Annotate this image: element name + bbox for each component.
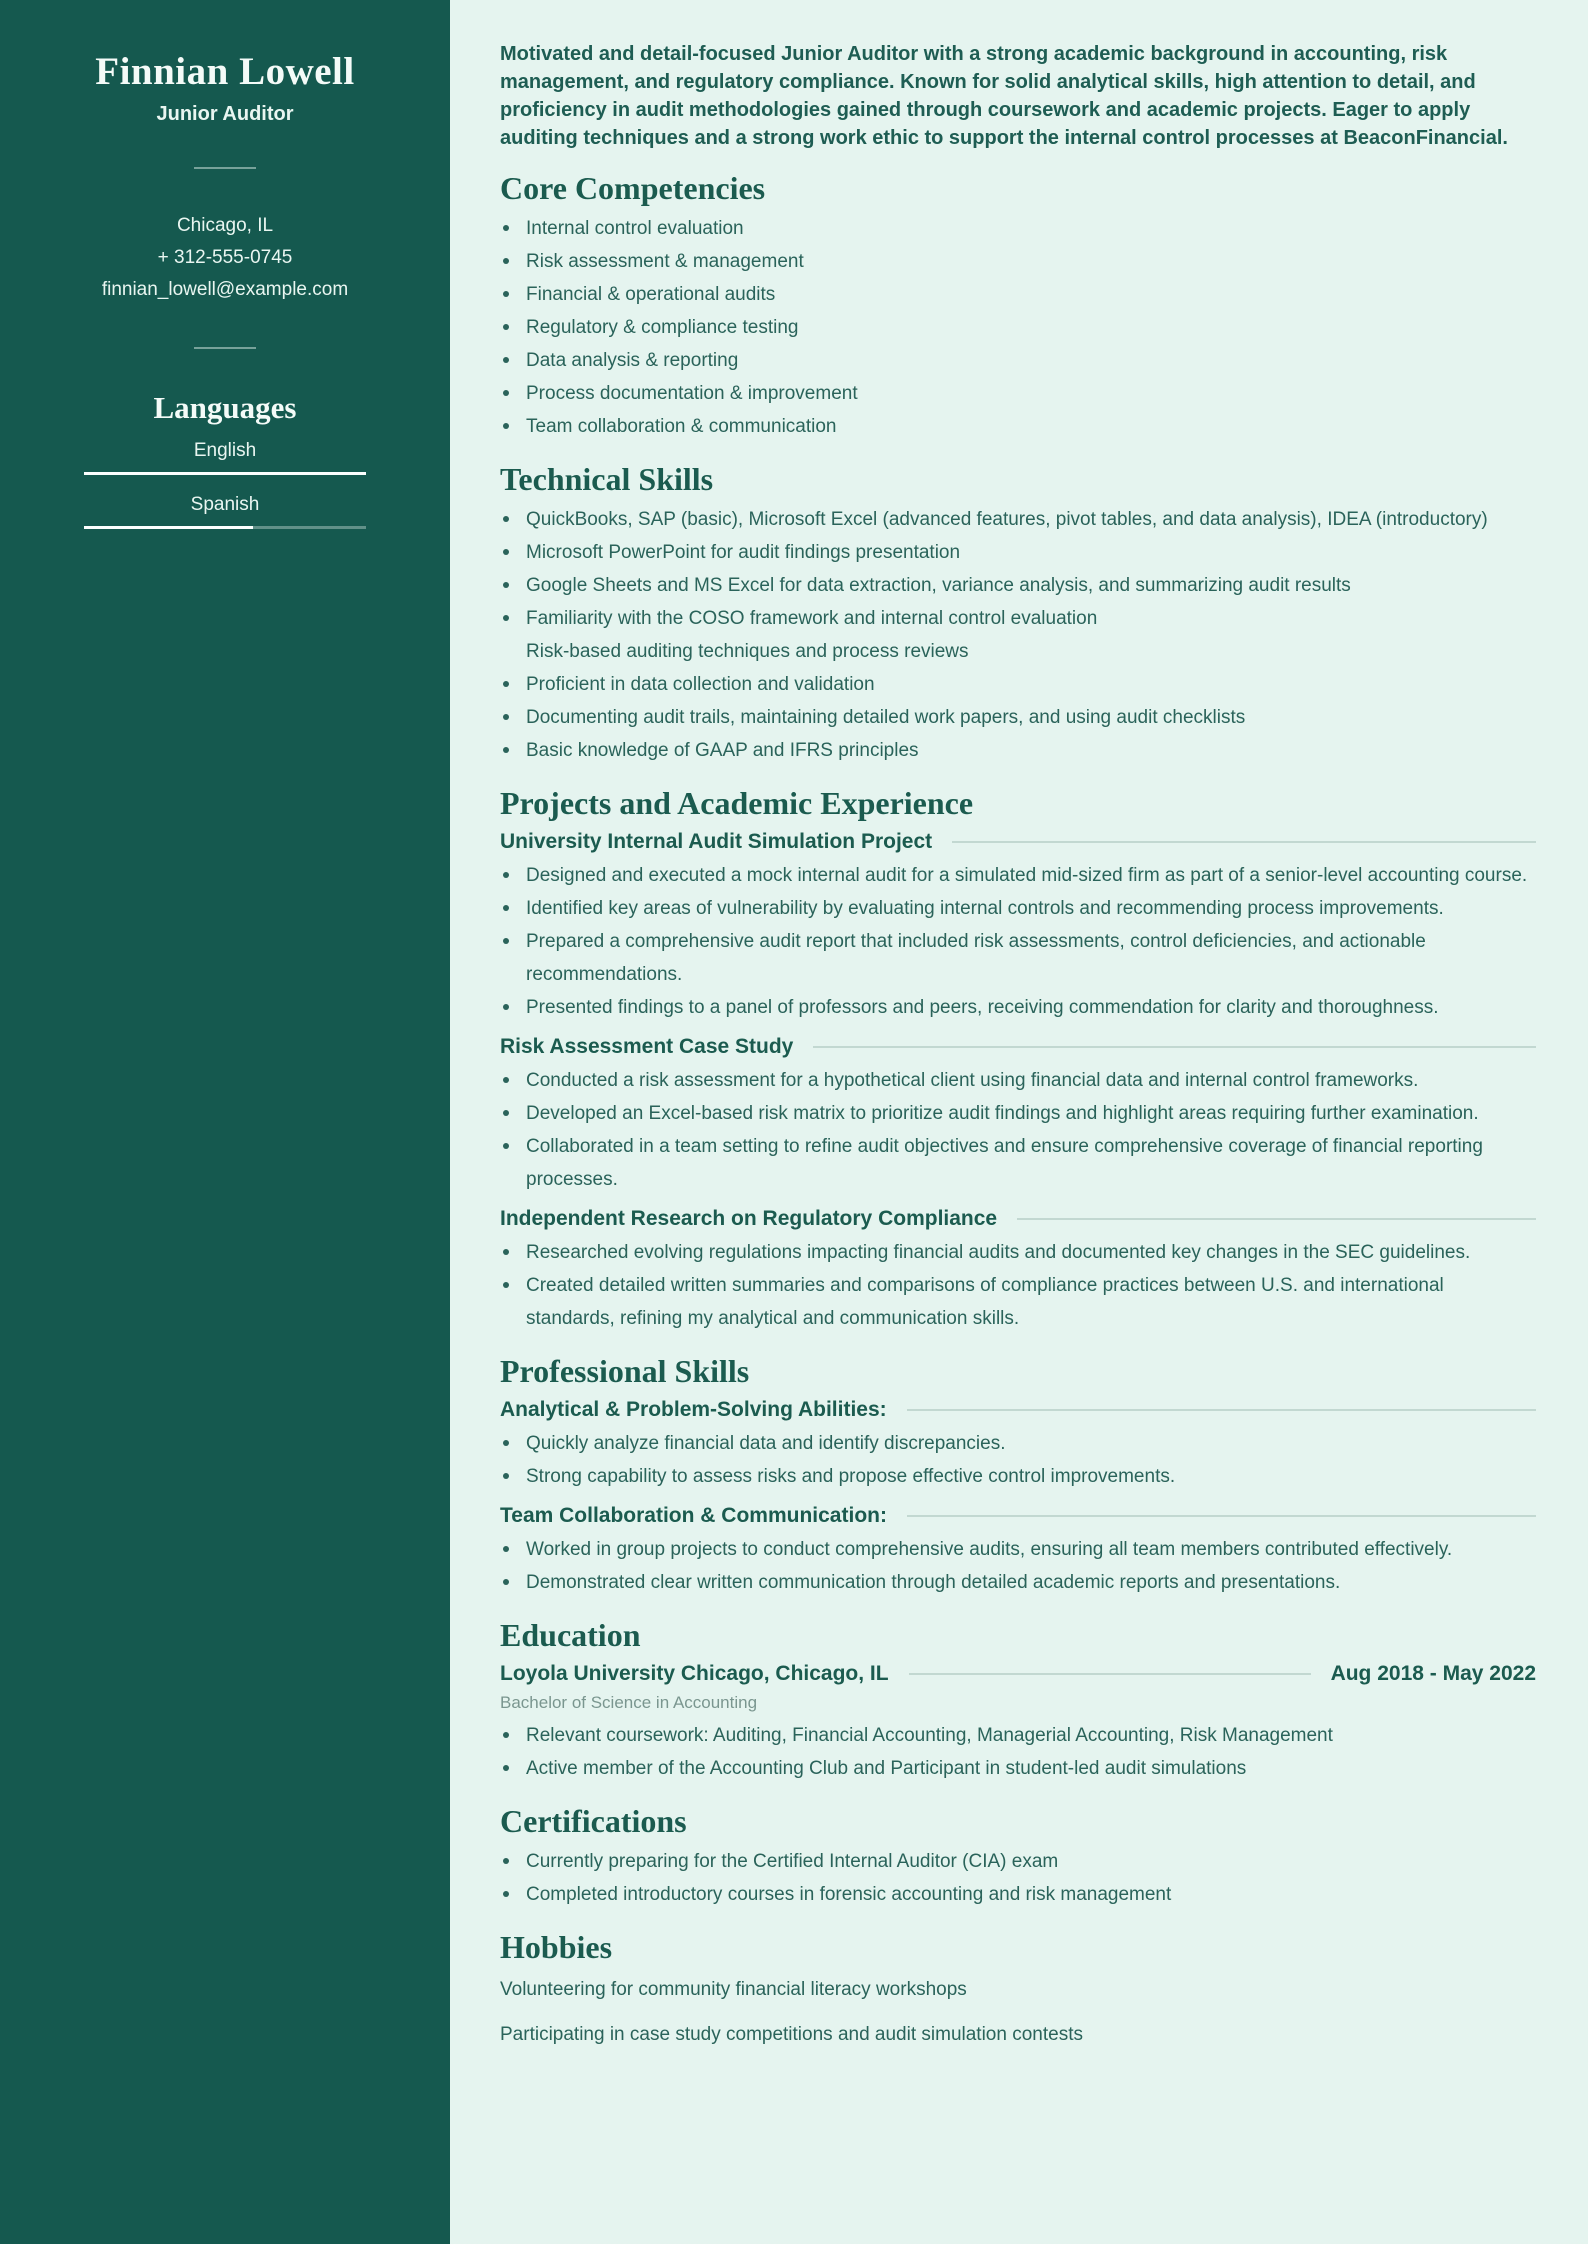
list-item	[500, 344, 1536, 377]
list-item	[500, 892, 1536, 925]
language-name: Spanish	[190, 494, 260, 515]
list-item	[500, 278, 1536, 311]
sidebar	[0, 0, 450, 2244]
list-item-text: Strong capability to assess risks and propose effective control improvements.	[526, 1466, 1176, 1487]
section-heading-education: Education	[500, 1617, 641, 1653]
skill-group-title: Analytical & Problem-Solving Abilities:	[500, 1398, 887, 1421]
resume-main	[450, 0, 1588, 2244]
list-item-text: Documenting audit trails, maintaining detailed work papers, and using audit checklists	[526, 707, 1246, 728]
list-item	[500, 1719, 1536, 1752]
list-item	[500, 410, 1536, 443]
list-item-text: Financial & operational audits	[526, 284, 776, 305]
list-item-text: Familiarity with the COSO framework and internal control evaluation	[526, 608, 1098, 629]
language-proficiency-fill	[84, 526, 253, 529]
list-item	[500, 569, 1536, 602]
hobby-paragraph: Participating in case study competitions and audit simulation contests	[500, 2024, 1083, 2045]
hobby-paragraph: Volunteering for community financial literacy workshops	[500, 1979, 967, 2000]
divider-line	[1017, 1218, 1536, 1220]
list-item	[500, 245, 1536, 278]
list-item	[500, 311, 1536, 344]
sidebar-divider	[194, 167, 256, 169]
list-item-text: Conducted a risk assessment for a hypothetical client using financial data and internal control frameworks.	[526, 1070, 1419, 1091]
project-title-row	[500, 1204, 1536, 1234]
list-item	[500, 1130, 1536, 1196]
project-title: University Internal Audit Simulation Project	[500, 830, 933, 853]
list-item-text: Identified key areas of vulnerability by evaluating internal controls and recommending process improvements.	[526, 898, 1444, 919]
language-proficiency-bar	[84, 472, 366, 475]
contact-phone: + 312-555-0745	[157, 247, 293, 268]
list-item-text: Created detailed written summaries and comparisons of compliance practices between U.S. and international standards, refining my analytical and communication skills.	[526, 1275, 1444, 1329]
list-item-text: Relevant coursework: Auditing, Financial Accounting, Managerial Accounting, Risk Management	[526, 1725, 1333, 1746]
section-heading-professional-skills: Professional Skills	[500, 1353, 750, 1389]
list-item-text: Active member of the Accounting Club and Participant in student-led audit simulations	[526, 1758, 1247, 1779]
languages-list	[40, 438, 410, 529]
project-bullets	[500, 859, 1536, 1024]
skill-group-title-row	[500, 1395, 1536, 1425]
list-item	[500, 1427, 1536, 1460]
contact-email: finnian_lowell@example.com	[101, 279, 349, 300]
divider-line	[909, 1673, 1311, 1675]
list-item	[500, 1752, 1536, 1785]
list-item-text: Microsoft PowerPoint for audit findings presentation	[526, 542, 961, 563]
list-item	[500, 701, 1536, 734]
section-heading-projects: Projects and Academic Experience	[500, 785, 974, 821]
list-item	[500, 212, 1536, 245]
list-item	[500, 1533, 1536, 1566]
list-item	[500, 668, 1536, 701]
list-item-text: Basic knowledge of GAAP and IFRS principles	[526, 740, 919, 761]
list-item-text: Team collaboration & communication	[526, 416, 837, 437]
person-name: Finnian Lowell	[95, 50, 355, 93]
divider-line	[813, 1046, 1536, 1048]
project-bullets	[500, 1064, 1536, 1196]
section-heading-core-competencies: Core Competencies	[500, 170, 766, 206]
project-title: Risk Assessment Case Study	[500, 1035, 794, 1058]
divider-line	[952, 841, 1536, 843]
project-title-row	[500, 827, 1536, 857]
skill-group-title-row	[500, 1501, 1536, 1531]
list-item-text: Collaborated in a team setting to refine audit objectives and ensure comprehensive coverage of financial reporting processes.	[526, 1136, 1483, 1190]
list-item	[500, 1269, 1536, 1335]
list-item	[500, 1097, 1536, 1130]
list-item	[500, 1064, 1536, 1097]
list-item-text: Researched evolving regulations impacting financial audits and documented key changes in the SEC guidelines.	[526, 1242, 1471, 1263]
list-item-text: Internal control evaluation	[526, 218, 744, 239]
list-item	[500, 734, 1536, 767]
list-item	[500, 1566, 1536, 1599]
list-item	[500, 991, 1536, 1024]
languages-heading: Languages	[153, 390, 297, 425]
education-entry-row	[500, 1659, 1536, 1689]
list-item	[500, 859, 1536, 892]
summary-paragraph: Motivated and detail-focused Junior Auditor with a strong academic background in accounting, risk management, and regulatory compliance. Known for solid analytical skills, high attention to detail, and proficiency in audit methodologies gained through coursework and academic projects. Eager to apply auditing techniques and a strong work ethic to support the internal control processes at BeaconFinancial.	[500, 43, 1508, 149]
section-heading-hobbies: Hobbies	[500, 1929, 613, 1965]
list-item-text: Completed introductory courses in forensic accounting and risk management	[526, 1884, 1172, 1905]
divider-line	[907, 1409, 1536, 1411]
language-item	[40, 492, 410, 529]
contact-location: Chicago, IL	[176, 215, 274, 236]
list-item	[500, 1236, 1536, 1269]
list-item-text: Quickly analyze financial data and identify discrepancies.	[526, 1433, 1006, 1454]
hobbies-list	[500, 1973, 1536, 2051]
sidebar-divider	[194, 347, 256, 349]
language-name: English	[193, 440, 257, 461]
list-item-text: Google Sheets and MS Excel for data extraction, variance analysis, and summarizing audit results	[526, 575, 1351, 596]
language-item	[40, 438, 410, 475]
list-item-text: Demonstrated clear written communication through detailed academic reports and presentations.	[526, 1572, 1341, 1593]
skill-group-bullets	[500, 1533, 1536, 1599]
person-job-title: Junior Auditor	[156, 103, 294, 125]
technical-skills-list	[500, 503, 1536, 767]
contact-block	[40, 210, 410, 306]
education-degree: Bachelor of Science in Accounting	[500, 1693, 758, 1712]
core-competencies-list	[500, 212, 1536, 443]
education-institution: Loyola University Chicago, Chicago, IL	[500, 1662, 889, 1685]
education-bullets	[500, 1719, 1536, 1785]
list-item-text: Process documentation & improvement	[526, 383, 858, 404]
list-item-text: Prepared a comprehensive audit report that included risk assessments, control deficiencies, and actionable recommendations.	[526, 931, 1426, 985]
list-item-text: Proficient in data collection and validation	[526, 674, 875, 695]
education-dates: Aug 2018 - May 2022	[1330, 1662, 1536, 1685]
list-item-text: Regulatory & compliance testing	[526, 317, 799, 338]
list-item-continuation: Risk-based auditing techniques and process reviews	[526, 641, 969, 662]
list-item	[500, 377, 1536, 410]
list-item-text: Developed an Excel-based risk matrix to prioritize audit findings and highlight areas requiring further examination.	[526, 1103, 1479, 1124]
language-proficiency-bar	[84, 526, 366, 529]
list-item	[500, 1845, 1536, 1878]
project-bullets	[500, 1236, 1536, 1335]
list-item-text: Designed and executed a mock internal audit for a simulated mid-sized firm as part of a senior-level accounting course.	[526, 865, 1528, 886]
list-item-text: Risk assessment & management	[526, 251, 804, 272]
list-item-text: Presented findings to a panel of professors and peers, receiving commendation for clarity and thoroughness.	[526, 997, 1439, 1018]
list-item	[500, 602, 1536, 668]
divider-line	[907, 1515, 1536, 1517]
section-heading-certifications: Certifications	[500, 1803, 687, 1839]
list-item-text: Worked in group projects to conduct comprehensive audits, ensuring all team members contributed effectively.	[526, 1539, 1453, 1560]
list-item	[500, 1878, 1536, 1911]
list-item-text: Currently preparing for the Certified Internal Auditor (CIA) exam	[526, 1851, 1059, 1872]
project-title-row	[500, 1032, 1536, 1062]
list-item-text: QuickBooks, SAP (basic), Microsoft Excel (advanced features, pivot tables, and data analysis), IDEA (introductory)	[526, 509, 1488, 530]
list-item-text: Data analysis & reporting	[526, 350, 739, 371]
list-item	[500, 925, 1536, 991]
list-item	[500, 503, 1536, 536]
language-proficiency-fill	[84, 472, 366, 475]
certifications-list	[500, 1845, 1536, 1911]
section-heading-technical-skills: Technical Skills	[500, 461, 714, 497]
project-title: Independent Research on Regulatory Compliance	[500, 1207, 998, 1230]
list-item	[500, 536, 1536, 569]
skill-group-bullets	[500, 1427, 1536, 1493]
list-item	[500, 1460, 1536, 1493]
skill-group-title: Team Collaboration & Communication:	[500, 1504, 887, 1527]
